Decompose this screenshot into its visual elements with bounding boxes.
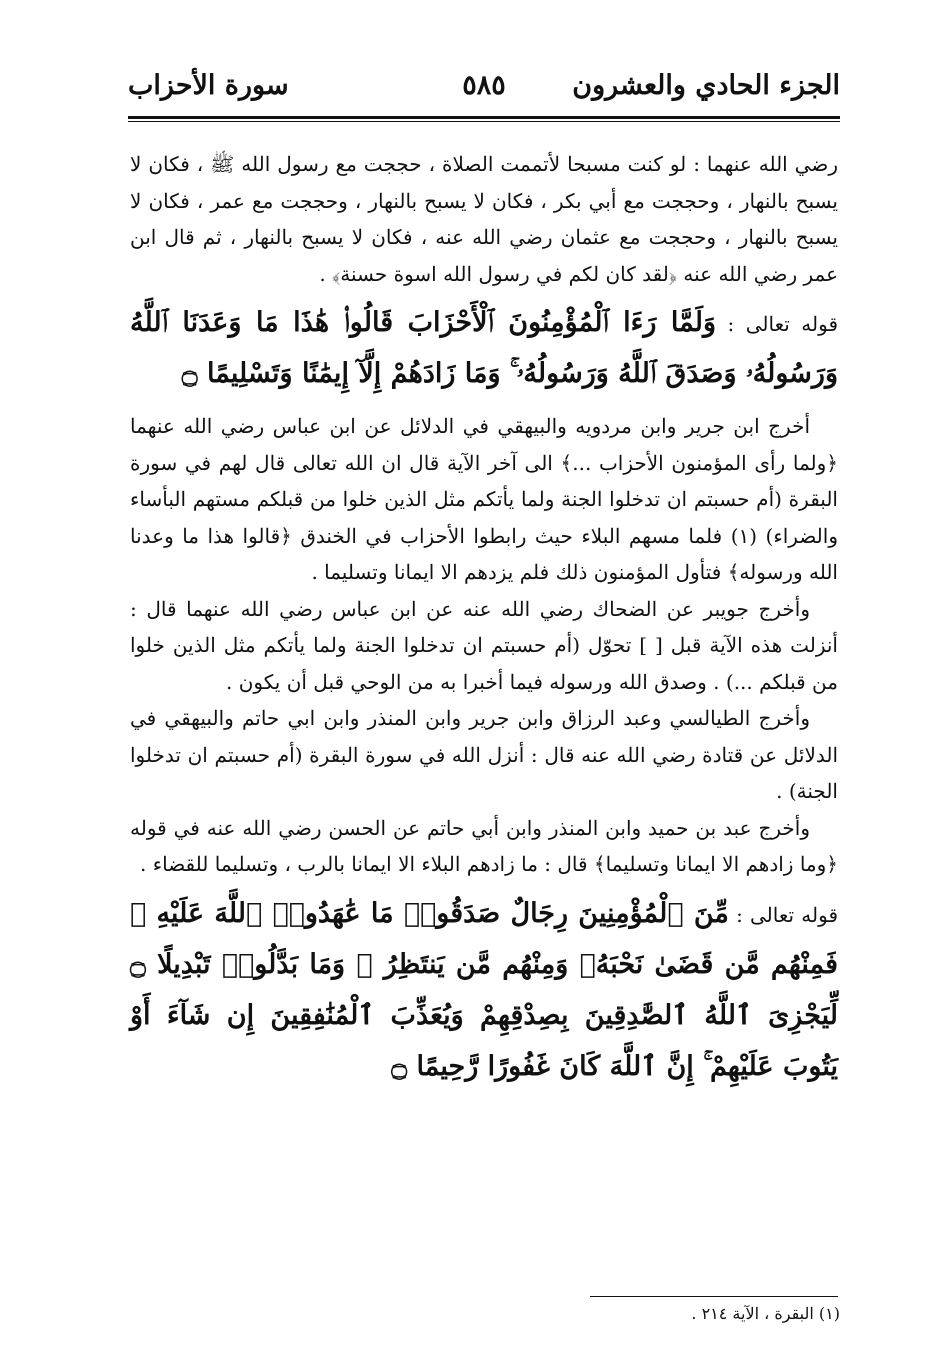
verse-block-2 bbox=[130, 889, 838, 1093]
quran-verse-2: مِّنَ ٱلْمُؤْمِنِينَ رِجَالٌ صَدَقُوا۟ مَا عَٰهَدُوا۟ ٱللَّهَ عَلَيْهِ ۖ فَمِنْهُم مَّن قَضَىٰ نَحْبَهُۥ وَمِنْهُم مَّن يَنتَظِرُ ۖ وَمَا بَدَّلُوا۟ تَبْدِيلًا ۝ لِّيَجْزِىَ ٱللَّهُ ٱلصَّٰدِقِينَ بِصِدْقِهِمْ وَيُعَذِّبَ ٱلْمُنَٰفِقِينَ إِن شَآءَ أَوْ يَتُوبَ عَلَيْهِمْ ۚ إِنَّ ٱللَّهَ كَانَ غَفُورًا رَّحِيمًا ۝ bbox=[130, 897, 838, 1082]
verse-intro-1: قوله تعالى : bbox=[727, 312, 839, 336]
paragraph-3: وأخرج جويبر عن الضحاك رضي الله عنه عن ابن عباس رضي الله عنهما قال : أنزلت هذه الآية قبل [ ] تحوّل (أم حسبتم ان تدخلوا الجنة ولما يأتكم مثل الذين خلوا من قبلكم ...) . وصدق الله ورسوله فيما أخبرا به من الوحي قبل أن يكون . bbox=[130, 596, 838, 694]
page-header bbox=[128, 70, 840, 114]
footnote: (١) البقرة ، الآية ٢١٤ . bbox=[691, 1304, 840, 1323]
paragraph-4: وأخرج الطيالسي وعبد الرزاق وابن جرير وابن المنذر وابن ابي حاتم والبيهقي في الدلائل عن قتادة رضي الله عنه قال : أنزل الله في سورة البقرة (أم حسبتم ان تدخلوا الجنة) . bbox=[130, 706, 838, 803]
paragraph-1: رضي الله عنهما : لو كنت مسبحا لأتممت الصلاة ، حججت مع رسول الله ﷺ ، فكان لا يسبح بالنهار ، وحججت مع أبي بكر ، فكان لا يسبح بالنهار ، وحججت مع عمر ، فكان لا يسبح بالنهار ، وحججت مع عثمان رضي الله عنه ، فكان لا يسبح بالنهار ، ثم قال ابن عمر رضي الله عنه ﴿لقد كان لكم في رسول الله اسوة حسنة﴾ . bbox=[130, 152, 838, 286]
paragraph-2: أخرج ابن جرير وابن مردويه والبيهقي في الدلائل عن ابن عباس رضي الله عنهما ﴿ولما رأى المؤمنون الأحزاب ...﴾ الى آخر الآية قال ان الله تعالى قال لهم في سورة البقرة (أم حسبتم ان تدخلوا الجنة ولما يأتكم مثل الذين خلوا من قبلكم مستهم البأساء والضراء) (١) فلما مسهم البلاء حيث رابطوا الأحزاب في الخندق ﴿قالوا هذا ما وعدنا الله ورسوله﴾ فتأول المؤمنون ذلك فلم يزدهم الا ايمانا وتسليما . bbox=[130, 414, 838, 584]
verse-block-1 bbox=[130, 298, 838, 400]
header-part-title: الجزء الحادي والعشرون bbox=[572, 70, 840, 101]
header-rule-thick bbox=[128, 116, 840, 119]
paragraph-5: وأخرج عبد بن حميد وابن المنذر وابن أبي حاتم عن الحسن رضي الله عنه في قوله ﴿وما زادهم الا ايمانا وتسليما﴾ قال : ما زادهم البلاء الا ايمانا بالرب ، وتسليما للقضاء . bbox=[130, 815, 838, 876]
quran-verse-1: وَلَمَّا رَءَا ٱلْمُؤْمِنُونَ ٱلْأَحْزَابَ قَالُوا۟ هَٰذَا مَا وَعَدَنَا ٱللَّهُ وَرَسُولُهُۥ وَصَدَقَ ٱللَّهُ وَرَسُولُهُۥ ۚ وَمَا زَادَهُمْ إِلَّآ إِيمَٰنًا وَتَسْلِيمًا ۝ bbox=[130, 307, 838, 389]
page-number: ٥٨٥ bbox=[462, 70, 506, 101]
verse-intro-2: قوله تعالى : bbox=[736, 902, 839, 927]
page-body bbox=[130, 146, 838, 1101]
header-rule-thin bbox=[128, 121, 840, 122]
footnote-rule bbox=[590, 1296, 838, 1297]
header-surah-title: سورة الأحزاب bbox=[128, 70, 289, 101]
